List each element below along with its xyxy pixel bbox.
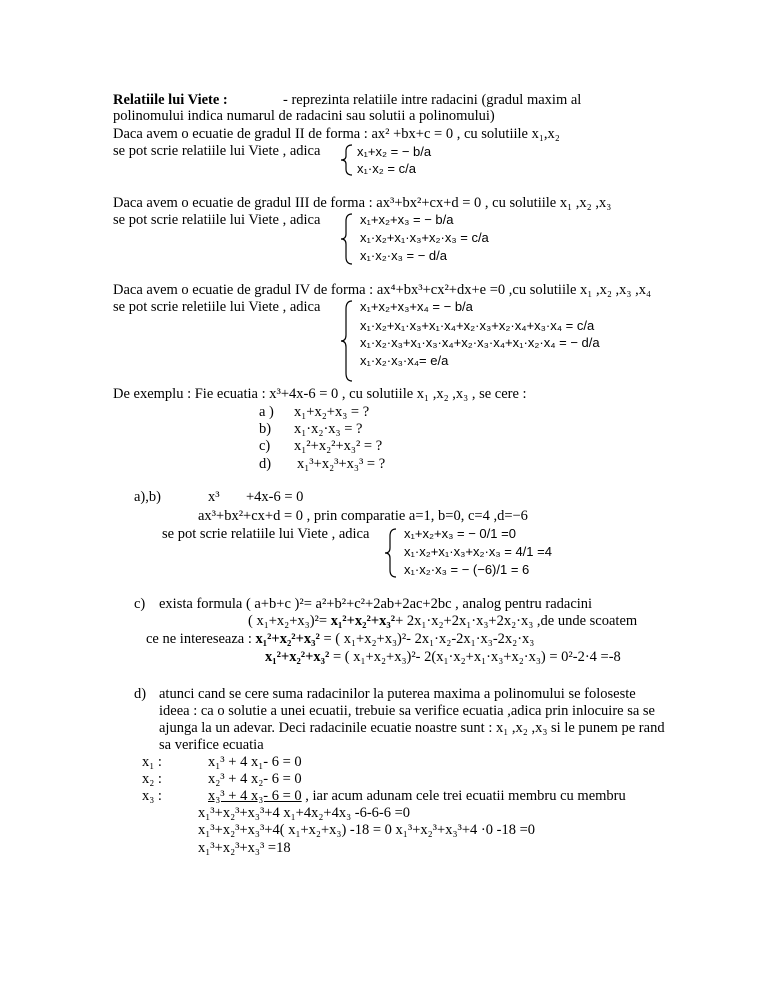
deg3-relation-2: x₁·x₂+x₁·x₃+x₂·x₃ = c/a [360,230,489,245]
deg3-relation-1: x₁+x₂+x₃ = − b/a [360,212,454,227]
sol-c-line-3: ce ne intereseaza : x₁²+x₂²+x₃² = ( x₁+x₂+x₃)²- 2x₁·x₂-2x₁·x₃-2x₂·x₃ [146,631,535,647]
sol-c-line-4: x₁²+x₂²+x₃² = ( x₁+x₂+x₃)²- 2(x₁·x₂+x₁·x₃+x₂·x₃) = 0²-2·4 =-8 [265,649,621,665]
sol-c-label: c) [134,596,146,612]
brace-deg2 [340,144,354,176]
deg4-relation-2: x₁·x₂+x₁·x₃+x₁·x₄+x₂·x₃+x₂·x₄+x₃·x₄ = c/a [360,318,595,333]
sol-c-line-2: ( x₁+x₂+x₃)²= x₁²+x₂²+x₃²+ 2x₁·x₂+2x₁·x₃+2x₂·x₃ ,de unde scoatem [248,613,638,629]
brace-deg4 [340,300,354,382]
example-item-a-label: a ) [259,404,274,420]
sol-ab-eq-1a: x³ [208,489,220,505]
deg3-relation-3: x₁·x₂·x₃ = − d/a [360,248,447,263]
sol-ab-relation-3: x₁·x₂·x₃ = − (−6)/1 = 6 [404,562,530,577]
intro-line-1: - reprezinta relatiile intre radacini (gradul maxim al [283,92,582,108]
deg2-line-2: se pot scrie relatiile lui Viete , adica [113,143,321,159]
sol-ab-relation-2: x₁·x₂+x₁·x₃+x₂·x₃ = 4/1 =4 [404,544,552,559]
deg4-relation-4: x₁·x₂·x₃·x₄= e/a [360,353,449,368]
sol-ab-label: a),b) [134,489,161,505]
sol-d-text-3: ajunga la un adevar. Deci radacinile ecuatie noastre sunt : x₁ ,x₂ ,x₃ si le punem pe rand [159,720,665,736]
sol-d-text-4: sa verifice ecuatia [159,737,264,753]
sol-d-text-2: ideea : ca o solutie a unei ecuatii, trebuie sa verifice ecuatia ,adica prin inlocuire sa se [159,703,655,719]
deg3-line-1: Daca avem o ecuatie de gradul III de forma : ax³+bx²+cx+d = 0 , cu solutiile x₁ ,x₂ ,x₃ [113,195,612,211]
sol-d-eq-3-label: x₃ : [142,788,162,804]
sol-d-sum-1: x₁³+x₂³+x₃³+4 x₁+4x₂+4x₃ -6-6-6 =0 [198,805,411,821]
sol-d-eq-3: x₃³ + 4 x₃- 6 = 0 , iar acum adunam cele trei ecuatii membru cu membru [208,788,626,804]
example-item-a-expr: x₁+x₂+x₃ = ? [294,404,370,420]
deg4-relation-1: x₁+x₂+x₃+x₄ = − b/a [360,299,473,314]
example-item-b-expr: x₁·x₂·x₃ = ? [294,421,363,437]
sol-d-sum-3: x₁³+x₂³+x₃³ =18 [198,840,291,856]
deg4-line-2: se pot scrie reletiile lui Viete , adica [113,299,321,315]
example-item-c-expr: x₁²+x₂²+x₃² = ? [294,438,383,454]
example-item-c-label: c) [259,438,271,454]
sol-ab-eq-1b: +4x-6 = 0 [246,489,304,505]
example-line-1: De exemplu : Fie ecuatia : x³+4x-6 = 0 , cu solutiile x₁ ,x₂ ,x₃ , se cere : [113,386,527,402]
deg3-line-2: se pot scrie relatiile lui Viete , adica [113,212,321,228]
sol-d-text-1: atunci cand se cere suma radacinilor la puterea maxima a polinomului se foloseste [159,686,636,702]
sol-c-line-1: exista formula ( a+b+c )²= a²+b²+c²+2ab+2ac+2bc , analog pentru radacini [159,596,593,612]
example-item-b-label: b) [259,421,272,437]
sol-ab-line-3: se pot scrie relatiile lui Viete , adica [162,526,370,542]
sol-ab-eq-2: ax³+bx²+cx+d = 0 , prin comparatie a=1, b=0, c=4 ,d=−6 [198,508,528,524]
sol-d-label: d) [134,686,147,702]
brace-deg3 [340,213,354,265]
example-item-d-label: d) [259,456,272,472]
page-title: Relatiile lui Viete : [113,92,228,108]
deg4-relation-3: x₁·x₂·x₃+x₁·x₃·x₄+x₂·x₃·x₄+x₁·x₂·x₄ = − d/a [360,335,600,350]
example-item-d-expr: x₁³+x₂³+x₃³ = ? [297,456,386,472]
brace-sol-ab [384,528,398,578]
intro-line-2: polinomului indica numarul de radacini sau solutii a polinomului) [113,108,495,124]
sol-d-sum-2: x₁³+x₂³+x₃³+4( x₁+x₂+x₃) -18 = 0 x₁³+x₂³+x₃³+4 ·0 -18 =0 [198,822,535,838]
deg2-relation-2: x₁·x₂ = c/a [357,161,416,176]
sol-d-eq-1: x₁³ + 4 x₁- 6 = 0 [208,754,302,770]
deg4-line-1: Daca avem o ecuatie de gradul IV de forma : ax⁴+bx³+cx²+dx+e =0 ,cu solutiile x₁ ,x₂ ,x₃ ,x₄ [113,282,652,298]
deg2-line-1: Daca avem o ecuatie de gradul II de forma : ax² +bx+c = 0 , cu solutiile x₁,x₂ [113,126,560,142]
sol-d-eq-1-label: x₁ : [142,754,162,770]
sol-d-eq-2: x₂³ + 4 x₂- 6 = 0 [208,771,302,787]
sol-d-eq-2-label: x₂ : [142,771,162,787]
deg2-relation-1: x₁+x₂ = − b/a [357,144,432,159]
sol-ab-relation-1: x₁+x₂+x₃ = − 0/1 =0 [404,526,516,541]
